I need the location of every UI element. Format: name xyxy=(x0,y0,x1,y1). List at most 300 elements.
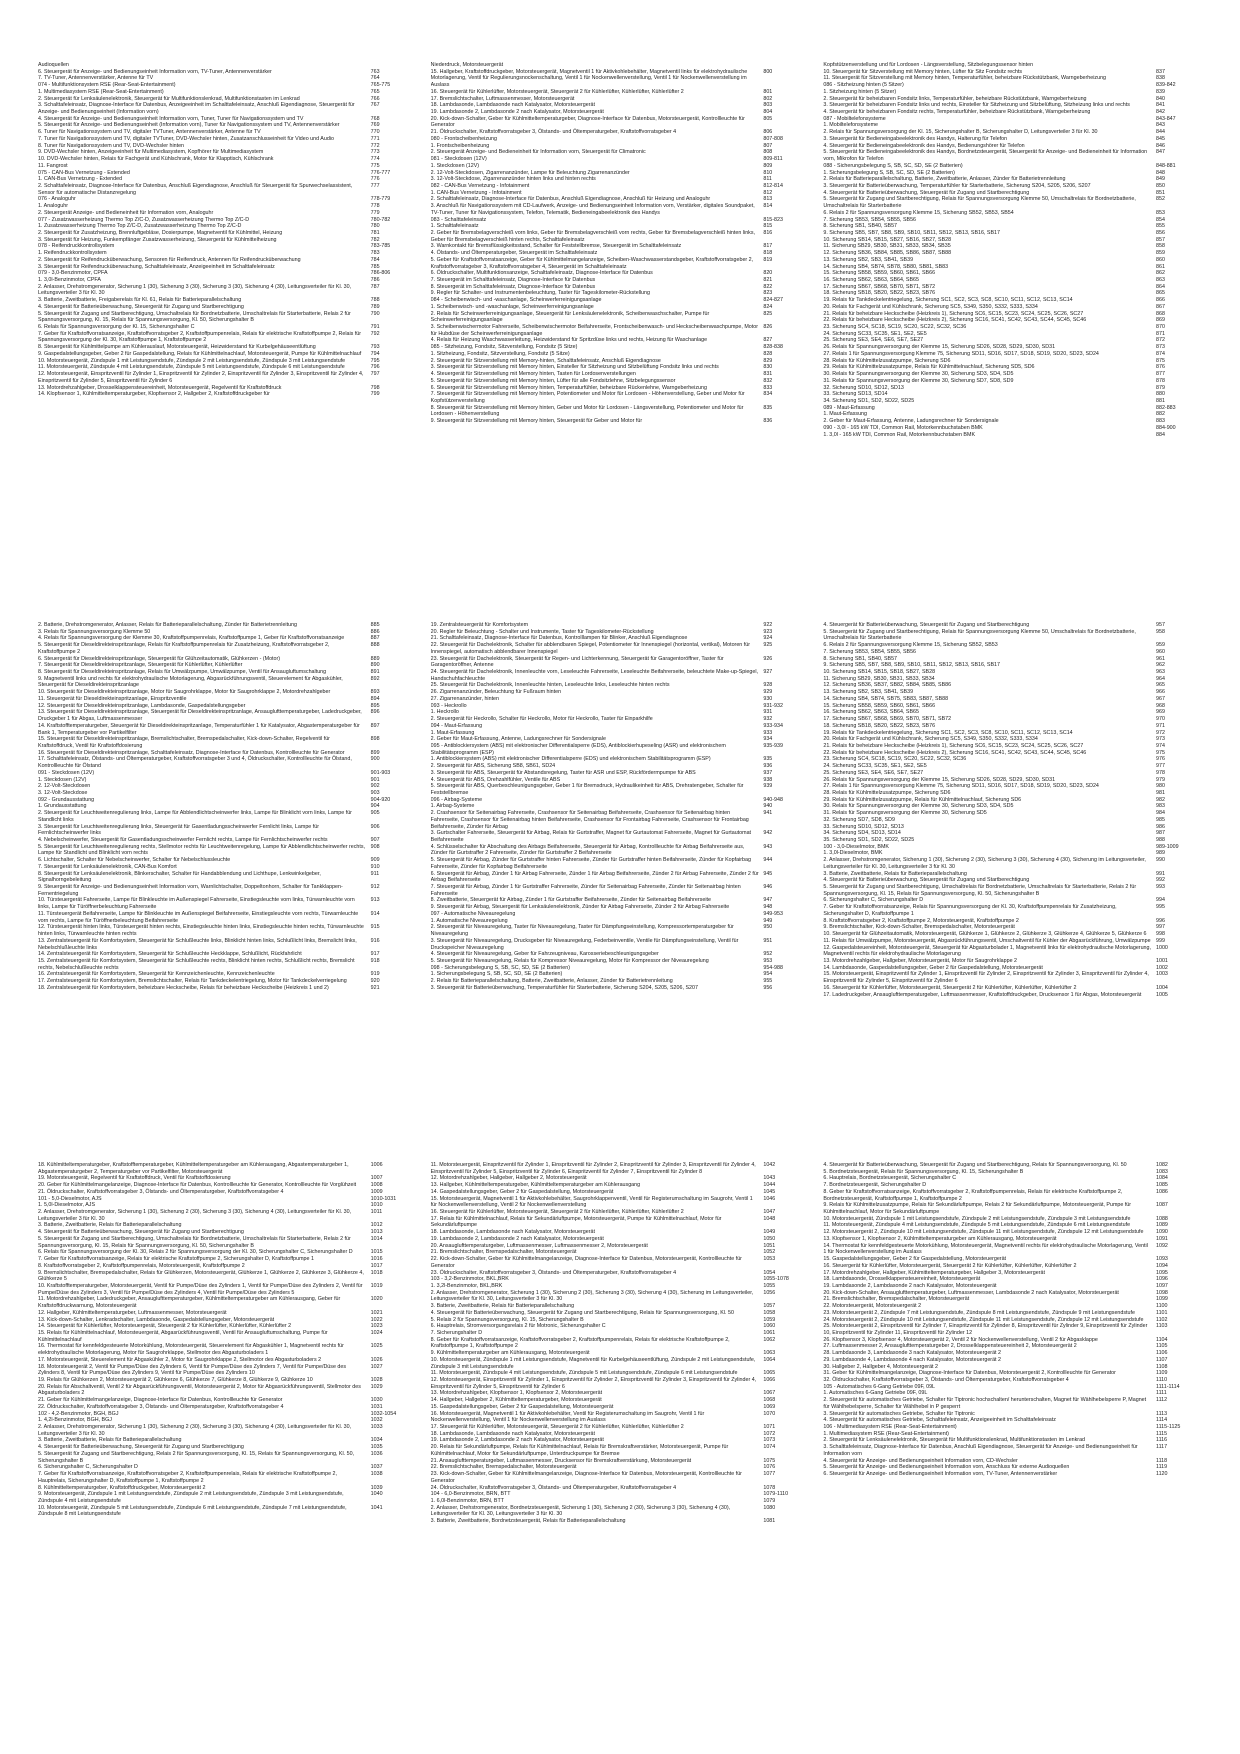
entry-text: 32. Öldruckschalter, Kraftstoffvorratsgeber 3, Ölstands- und Öltemperaturgeber, Kraftstoffvorratsgeber 4 xyxy=(823,1377,1069,1383)
entry-text: 5. Steuergerät für Zugang und Startberechtigung, Umschaltrelais für Bordnetzbatterie, Umschaltrelais für Starterbatterie, Relais 2 für Spannungsversorgung, Kl. 15, Relais für Spannungsversorgung, Kl. 50, Sicherungshalter B xyxy=(823,884,1137,897)
entry-text: 1. Airbag-Systeme xyxy=(430,803,475,810)
entry-text: 4. Steuergerät für Batterieüberwachung, Steuergerät für Zugang und Startberechtigung xyxy=(38,303,244,310)
index-entry xyxy=(823,884,1202,897)
entry-page: 986 xyxy=(1156,823,1165,830)
entry-page: 812-814 xyxy=(763,182,783,189)
entry-text: 1. Steckdosen (12V) xyxy=(38,776,87,783)
entry-page: 823 xyxy=(763,290,773,297)
index-entry xyxy=(38,324,417,331)
index-entry xyxy=(431,897,810,904)
entry-text: 8. Kraftstoffvorratsgeber 2, Kraftstoffpumpe 2, Motorsteuergerät, Kraftstoffpumpe 2 xyxy=(823,917,1019,924)
entry-text: 096 - Airbag-Systeme xyxy=(430,796,483,803)
entry-text: 2. Geber für Maut-Erfassung, Antenne, Ladungsrechner für Sondersignale xyxy=(430,736,606,743)
index-entry xyxy=(823,317,1202,324)
entry-page: 912 xyxy=(370,884,380,891)
entry-text: 9. Magnetventil links und rechts für elektrohydraulische Motorlagerung, Abgasrückführungsventil, Steuerelement für Abgaskühler, Steuergerät für Dieseldirekteinspritzanlage xyxy=(38,675,343,689)
entry-page: 799 xyxy=(370,391,380,398)
entry-text: Kopfstützenverstellung und für Lordosen - Längsverstellung, Sitzbelegungssensor hinten xyxy=(823,62,1034,68)
entry-text: 15. Relais für Kühlmittelnachlauf, Motorsteuergerät, Abgasrückführungsventil, Ventil für Ansaugluftumschaltung, Pumpe für Kühlmittelnachlauf xyxy=(38,1329,328,1343)
entry-text: 5. Bordnetzsteuergerät, Relais für Spannungsversorgung, Kl. 15, Sicherungshalter B xyxy=(823,1168,1024,1175)
index-entry xyxy=(38,1310,417,1317)
entry-page: 1016 xyxy=(370,1256,383,1263)
entry-text: 8. Geber für Kraftstoffvorratsanzeige, Kraftstoffvorratsgeber 2, Kraftstoffpumpenrelais, Relais für elektrische Kraftstoffpumpe 2, Bordnetzsteuergerät, Kraftstoffpumpe 1, Kraftstoffpumpe 2 xyxy=(823,1188,1123,1202)
entry-text: 18. Kühlmitteltemperaturgeber, Kraftstofftemperaturgeber, Kühlmitteltemperaturgeber am Kühlerausgang, Abgastemperaturgeber 1, Abgastemperaturgeber 2, Temperaturgeber vor Partikelfilter, Motorsteuergerät xyxy=(38,1162,349,1175)
index-entry xyxy=(38,689,417,696)
entry-page: 911 xyxy=(370,870,380,877)
index-entry xyxy=(431,351,810,358)
entry-text: 12. Türsteuergerät hinten links, Türsteuergerät hinten rechts, Einstiegsleuchte hinten links, Einstiegsleuchte hinten rechts, Türwarnleuchte hinten links, Türwarnleuchte hinten rechts xyxy=(38,924,364,938)
index-entry xyxy=(38,1377,417,1384)
index-entry xyxy=(823,790,1202,797)
entry-text: 1. 3,0l - 165 kW TDI, Common Rail, Motorkennbuchstaben BMK xyxy=(823,431,976,438)
entry-text: 19. Motorsteuergerät, Regelventil für Kraftstoffdruck, Ventil für Kraftstoffdosierung xyxy=(38,1175,231,1182)
entry-text: 28. Relais für Kühlmittelzusatzpumpe, Sicherung SD6 xyxy=(823,789,951,796)
entry-page: 900 xyxy=(370,756,380,763)
index-entry xyxy=(38,958,417,971)
entry-page: 785 xyxy=(370,263,380,270)
entry-page: 1051 xyxy=(763,1242,776,1249)
index-entry xyxy=(38,1417,417,1424)
entry-page: 776-777 xyxy=(370,169,391,176)
index-entry xyxy=(431,1209,810,1216)
entry-text: 2. Steuergerät Anzeige- und Bedieneinheit für Information vorn, Analoguhr xyxy=(38,209,214,216)
entry-page: 775 xyxy=(370,162,380,169)
index-entry xyxy=(431,803,810,810)
index-entry xyxy=(431,924,810,937)
entry-page: 806 xyxy=(763,129,773,136)
entry-page: 1019 xyxy=(370,1282,383,1289)
index-entry xyxy=(823,945,1202,958)
index-entry xyxy=(823,965,1202,972)
index-section-heading xyxy=(823,425,1202,432)
index-entry xyxy=(431,270,810,277)
index-entry xyxy=(431,170,810,177)
entry-page: 976 xyxy=(1156,756,1165,763)
entry-text: 081 - Steckdosen (12V) xyxy=(430,156,487,163)
entry-text: 15. Steuergerät für Dieseldirekteinspritzanlage, Bremslichtschalter, Bremspedalschalter, Kick-down-Schalter, Regelventil für Kraftstoffdruck, Ventil für Kraftstoffdosierung xyxy=(38,736,330,749)
index-entry xyxy=(431,1370,810,1377)
index-section-heading xyxy=(823,163,1202,170)
index-entry xyxy=(823,1444,1202,1457)
entry-page: 848 xyxy=(1156,169,1165,176)
entry-page: 892 xyxy=(370,675,380,682)
entry-text: 3. Batterie, Zweitbatterie, Bordnetzsteuergerät, Relais für Batterieparallelschaltung xyxy=(430,1518,626,1525)
entry-text: 21. Relais für beheizbare Heckscheibe (Heizkreis 1), Sicherung SC6, SC15, SC23, SC24, SC25, SC26, SC27 xyxy=(823,742,1084,749)
entry-page: 1114 xyxy=(1156,1417,1168,1424)
entry-page: 802 xyxy=(763,95,773,102)
entry-page: 848-881 xyxy=(1156,162,1176,169)
index-entry xyxy=(431,1498,810,1505)
entry-page: 1054 xyxy=(763,1269,776,1276)
entry-page: 906 xyxy=(370,823,380,830)
entry-page: 1066 xyxy=(763,1377,776,1383)
entry-page: 855 xyxy=(1156,223,1165,230)
entry-text: 23. Sicherung SC4, SC18, SC19, SC20, SC22, SC32, SC36 xyxy=(823,324,967,331)
entry-text: 1. Antiblockiersystem (ABS) mit elektronischer Differentialsperre (EDS) und elektronischem Stabilitätsprogramm (ESP) xyxy=(430,756,711,763)
entry-page: 988 xyxy=(1156,837,1165,843)
entry-page: 877 xyxy=(1156,371,1165,378)
entry-page: 774 xyxy=(370,156,380,163)
entry-page: 834 xyxy=(763,391,773,398)
index-entry xyxy=(38,1323,417,1330)
entry-text: 14. Thermostat für kennfeldgesteuerte Motorkühlung, Motorsteuergerät, Magnetventil rechts für elektrohydraulische Motorlagerung, Ventil 1 für Nockenwellenverstellung im Auslass xyxy=(823,1242,1148,1256)
entry-page: 1020 xyxy=(370,1296,383,1303)
entry-page: 1002 xyxy=(1156,964,1168,971)
entry-text: 4. Relais für Heizung Waschwasserleitung, Heizwiderstand für Spritzdüse links und rechts, Heizung für Waschanlage xyxy=(430,337,708,344)
entry-text: 9. Steuergerät für Airbag, Steuergerät für Lenksäulenelektronik, Zünder für Airbag Fahrerseite, Zünder 2 für Airbag Fahrerseite xyxy=(430,904,730,911)
entry-text: 6. Hauptrelais, Bordnetzsteuergerät, Sicherungshalter C xyxy=(823,1175,957,1182)
entry-text: 17. Motordrehzahlgeber, Hallgeber, Kühlmitteltemperaturgeber, Hallgeber 3, Motorsteuergerät xyxy=(823,1269,1045,1276)
index-entry xyxy=(823,992,1202,999)
entry-page: 1111 xyxy=(1156,1390,1167,1397)
entry-text: 19. Relais für Glühkerzen 2, Motorsteuergerät 2, Glühkerze 6, Glühkerze 7, Glühkerze 8, Glühkerze 9, Glühkerze 10 xyxy=(38,1377,313,1383)
entry-page: 910 xyxy=(370,863,380,870)
index-entry xyxy=(823,1162,1202,1169)
entry-page: 764 xyxy=(370,75,380,82)
entry-text: 11. Sicherung SB29, SB30, SB31, SB33, SB34, SB35 xyxy=(823,243,951,250)
entry-text: 2. Steuergerät für Niveauregelung, Taster für Niveauregelung, Taster für Dämpfungseinstellung, Kompressortemperaturgeber für Niveauregelung xyxy=(430,924,734,938)
entry-page: 791 xyxy=(370,324,380,331)
index-section-heading xyxy=(38,170,417,177)
entry-text: 1. 3,0l-Benzinmotor, CPFA xyxy=(38,277,101,283)
index-entry xyxy=(823,109,1202,116)
entry-text: 21. Ansauglufttemperaturgeber, Luftmassenmesser, Drucksensor für Bremskraftverstärkung, Motorsteuergerät xyxy=(430,1457,692,1464)
index-entry xyxy=(431,1464,810,1471)
index-entry xyxy=(823,770,1202,777)
entry-page: 1013 xyxy=(370,1229,383,1236)
index-entry xyxy=(431,985,810,992)
index-entry xyxy=(431,304,810,311)
entry-text: 23. Steuergerät für Dachelektronik, Steuergerät für Regen- und Lichterkennung, Steuergerät für Garagentoröffner, Taster für Garagentoröffner, Antenne xyxy=(430,655,724,669)
index-entry xyxy=(823,1464,1202,1471)
entry-text: 14. Klopfsensor 1, Kühlmitteltemperaturgeber, Klopfsensor 2, Hallgeber 2, Kraftstoffdruckgeber für xyxy=(38,391,270,398)
entry-text: 31. Geber für Kühlmittelmangelanzeige, Diagnose-Interface für Datenbus, Motorsteuergerät 2, Kontrollleuchte für Generator xyxy=(823,1370,1116,1377)
index-entry xyxy=(431,371,810,378)
entry-page: 773 xyxy=(370,149,380,156)
entry-page: 1007 xyxy=(370,1175,383,1182)
entry-page: 803 xyxy=(763,102,773,109)
entry-text: 19. Zentralsteuergerät für Komfortsystem xyxy=(430,622,529,628)
entry-page: 857 xyxy=(1156,236,1165,243)
index-entry xyxy=(431,96,810,103)
entry-text: 9. Kühlmitteltemperaturgeber am Kühlerausgang, Motorsteuergerät xyxy=(430,1350,590,1357)
entry-page: 984 xyxy=(1156,810,1165,817)
index-entry xyxy=(38,364,417,371)
entry-page: 858 xyxy=(1156,243,1165,250)
index-entry xyxy=(38,897,417,910)
entry-page: 867 xyxy=(1156,303,1165,310)
index-entry xyxy=(823,985,1202,992)
index-entry xyxy=(431,830,810,843)
entry-page: 1074 xyxy=(763,1444,776,1451)
entry-page: 946 xyxy=(763,884,773,891)
entry-text: 1. Sitzheizung, Fondsitz, Sitzverstellung, Fondsitz (5 Sitze) xyxy=(430,350,570,357)
entry-page: 1042 xyxy=(763,1162,776,1168)
entry-text: 20. Relais für Fachgerät und Kühlschrank, Sicherung SC5, S349, S350, S332, S333, S334 xyxy=(823,736,1038,743)
entry-text: 2. Steuergerät für automatisches Getriebe, Schalter für Tiptronic hochschalten/ herunterschalten, Magnet für Wählhebelsperre P, Magnet für Wählhebelsperre, Schalter für Wählhebel in P gesperrt xyxy=(823,1397,1147,1410)
entry-page: 897 xyxy=(370,722,380,729)
index-entry xyxy=(823,662,1202,669)
index-entry xyxy=(431,1424,810,1431)
index-entry xyxy=(823,217,1202,224)
index-entry xyxy=(431,358,810,365)
index-entry xyxy=(38,96,417,103)
index-entry xyxy=(823,432,1202,439)
entry-text: 1. Schalttafeleinsatz xyxy=(430,223,479,230)
index-entry xyxy=(823,1175,1202,1182)
entry-text: 29. Relais für Kühlmittelzusatzpumpe, Relais für Kühlmittelnachlauf, Sicherung SD5, SD6 xyxy=(823,364,1035,371)
index-entry xyxy=(431,1323,810,1330)
entry-page: 990 xyxy=(1156,857,1165,864)
entry-page: 1032-1054 xyxy=(370,1410,397,1417)
index-entry xyxy=(431,250,810,257)
entry-page: 797 xyxy=(370,371,380,378)
entry-text: 20. Relais für Fachgerät und Kühlschrank, Sicherung SC5, S349, S350, S332, S333, S334 xyxy=(823,303,1038,310)
entry-text: 24. Öldruckschalter, Kraftstoffvorratsgeber 3, Ölstands- und Öltemperaturgeber, Kraftstoffvorratsgeber 4 xyxy=(430,1484,677,1491)
entry-page: 880 xyxy=(1156,391,1165,398)
entry-text: 27. Luftmassenmesser 2, Ansauglufttemperaturgeber 2, Drosselklappensteuereinheit 2, Motorsteuergerät 2 xyxy=(823,1343,1077,1350)
index-entry xyxy=(823,1411,1202,1418)
entry-text: 3. Batterie, Zweitbatterie, Freigaberelais für Kl. 61, Relais für Batterieparallelschaltung xyxy=(38,297,242,304)
entry-page: 881 xyxy=(1156,397,1165,404)
entry-page: 852 xyxy=(1156,196,1165,203)
entry-text: 6. Hauptrelais, Stromversorgungsrelais 2 für Motronic, Sicherungshalter C xyxy=(430,1323,606,1330)
index-entry xyxy=(431,871,810,884)
entry-text: 5. Steuergerät für Bedieneingabeelektronik des Handys, Bordnetzsteuergerät, Steuergerät für Anzeige- und Bedieneinheit für Information vorn, Mikrofon für Telefon xyxy=(823,149,1148,163)
entry-text: 2. Steuergerät für Leuchtweitenregulierung links, Lampe für Abblendlichtscheinwerfer links, Lampe für Blinklicht vorn links, Lampe für Standlicht links xyxy=(38,810,352,823)
entry-text: 5. Steuergerät für Dieseldirekteinspritzanlage, Relais für Kraftstoffpumpenrelais für Zusatzheizung, Kraftstoffvorratsgeber 2, Kraftstoffpumpe 2 xyxy=(38,642,330,655)
entry-text: 1. Maut-Erfassung xyxy=(823,411,868,418)
index-entry xyxy=(823,378,1202,385)
entry-text: 10. Kraftstofftemperaturgeber, Motorsteuergerät, Ventil für Pumpe/Düse des Zylinders 1, Ventil für Pumpe/Düse des Zylinders 2, Ventil für Pumpe/Düse des Zylinders 3, Ventil für Pumpe/Düse des Zylinders 4, Ventil für Pumpe/Düse des Zylinders 5 xyxy=(38,1282,363,1296)
entry-page: 963 xyxy=(1156,669,1165,676)
entry-page: 811 xyxy=(763,176,772,183)
entry-text: 3. Batterie, Zweitbatterie, Relais für Batterieparallelschaltung xyxy=(430,1303,575,1310)
index-entry xyxy=(823,1216,1202,1223)
entry-page: 1033 xyxy=(370,1424,383,1431)
entry-page: 899 xyxy=(370,749,380,756)
entry-text: 10. Sicherung SB14, SB15, SB27, SB16, SB27, SB28 xyxy=(823,236,952,243)
entry-text: 6. Steuergerät für Sitzverstellung mit Memory hinten, Temperaturfühler, beheizbare Rückenlehne, Warngeberheizung xyxy=(430,384,707,391)
entry-page: 919 xyxy=(370,971,380,978)
entry-page: 947 xyxy=(763,897,773,904)
entry-text: 10. Motorsteuergerät, Zündspule 5 mit Leistungsendstufe, Zündspule 6 mit Leistungsendstufe, Zündspule 7 mit Leistungsendstufe, Zündspule 8 mit Leistungsendstufe xyxy=(38,1504,347,1518)
index-entry xyxy=(823,629,1202,642)
entry-text: 20. Kick-down-Schalter, Ansauglufttemperaturgeber, Luftmassenmesser, Lambdasonde 2 nach Katalysator, Motorsteuergerät xyxy=(823,1289,1119,1296)
entry-text: 2. Relais für Spannungsversorgung der Kl. 15, Sicherungshalter B, Sicherungshalter D, Leitungsverteiler 3 für Kl. 30 xyxy=(823,129,1098,136)
entry-page: 1044 xyxy=(763,1182,776,1189)
entry-text: 14. Gaspedalstellungsgeber, Geber 2 für Gaspedalstellung, Motorsteuergerät xyxy=(430,1188,614,1195)
index-entry xyxy=(431,1317,810,1324)
entry-text: 24. Motorsteuergerät 2, Zündspule 10 mit Leistungsendstufe, Zündspule 11 mit Leistungsendstufe, Zündspule 12 mit Leistungsendstufe xyxy=(823,1316,1144,1323)
index-entry xyxy=(38,736,417,749)
index-entry xyxy=(823,176,1202,183)
index-entry xyxy=(38,723,417,736)
index-entry xyxy=(38,297,417,304)
entry-page: 1060 xyxy=(763,1323,776,1330)
entry-page: 778 xyxy=(370,203,380,210)
entry-page: 765 xyxy=(370,88,380,95)
entry-page: 884 xyxy=(1156,431,1165,438)
entry-text: 2. Steuergerät für Sitzverstellung mit Memory-hinten, Schalttafeleinsatz, Anschluß Eigendiagnose xyxy=(430,357,661,364)
entry-page: 815-823 xyxy=(763,216,783,223)
entry-page: 938 xyxy=(763,776,773,783)
index-entry xyxy=(823,183,1202,190)
entry-page: 962 xyxy=(1156,662,1165,669)
index-entry xyxy=(823,411,1202,418)
index-entry xyxy=(431,763,810,770)
entry-page: 1081 xyxy=(763,1518,776,1525)
index-entry xyxy=(431,884,810,897)
index-entry xyxy=(431,230,810,243)
entry-page: 982 xyxy=(1156,796,1165,803)
index-entry xyxy=(823,1222,1202,1229)
entry-page: 1039 xyxy=(370,1484,383,1491)
entry-page: 786-806 xyxy=(370,270,391,277)
entry-page: 886 xyxy=(370,628,380,635)
index-entry xyxy=(431,777,810,784)
index-entry xyxy=(823,257,1202,264)
index-entry xyxy=(431,391,810,404)
entry-text: 3. Steuergerät für Heizung, Funkempfänger Zusatzwasserheizung, Steuergerät für Kühlmittelheizung xyxy=(38,236,277,243)
entry-text: 086 - Sitzheizung hinten (5 Sitzer) xyxy=(823,82,904,89)
entry-page: 838 xyxy=(1156,75,1165,82)
index-entry xyxy=(431,783,810,796)
entry-page: 1083 xyxy=(1156,1168,1168,1175)
entry-text: 13. Klopfsensor 1, Klopfsensor 2, Kühlmitteltemperaturgeber am Kühlerausgang, Motorsteuergerät xyxy=(823,1235,1057,1242)
index-entry xyxy=(823,62,1202,69)
index-entry xyxy=(823,924,1202,931)
entry-page: 783 xyxy=(370,250,380,257)
entry-page: 998 xyxy=(1156,931,1165,938)
entry-text: 1. Sicherungsbelegung S, SB, SC, SD, SE (2 Batterien) xyxy=(430,971,563,978)
index-entry xyxy=(38,884,417,897)
entry-text: 3. Steuergerät für ABS, Steuergerät für Abstandsregelung, Taster für ASR und ESP, Rückfördermpumpe für ABS xyxy=(430,769,696,776)
index-entry xyxy=(823,669,1202,676)
index-entry xyxy=(823,250,1202,257)
entry-text: 2. Schalttafeleinsatz, Diagnose-Interface für Datenbus, Anschluß Eigendiagnose, Anschluß für Steuergerät für Spurwechselassistent, Sensor für automatische Distanzregelung xyxy=(38,182,353,196)
entry-page: 798 xyxy=(370,384,380,391)
index-entry xyxy=(823,1169,1202,1176)
entry-page: 1043 xyxy=(763,1175,776,1182)
index-entry xyxy=(823,371,1202,378)
entry-page: 888 xyxy=(370,642,380,649)
entry-page: 819 xyxy=(763,256,773,263)
entry-page: 1045 xyxy=(763,1188,776,1195)
entry-page: 1059 xyxy=(763,1316,776,1323)
index-entry xyxy=(823,1310,1202,1317)
index-entry xyxy=(431,1518,810,1525)
entry-text: 19. Relais für Tankdeckelentriegelung, Sicherung SC1, SC2, SC3, SC8, SC10, SC11, SC12, SC13, SC14 xyxy=(823,729,1073,736)
entry-page: 896 xyxy=(370,709,380,716)
entry-text: 11. Motordrehzahlgeber, Ladedruckgeber, Ansauglufttemperaturgeber, Kühlmitteltemperaturgeber am Kühlerausgang, Geber für Kraftstoffdruckwarnung, Motorsteuergerät xyxy=(38,1296,341,1310)
entry-text: 11. Relais für Umwälzpumpe, Motorsteuergerät, Abgasrückführungsventil, Umschaltventil für Kühler der Abgasrückführung, Umwälzpumpe xyxy=(823,937,1151,944)
entry-page: 873 xyxy=(1156,344,1165,351)
index-entry xyxy=(38,176,417,183)
index-entry xyxy=(38,1384,417,1397)
entry-page: 796 xyxy=(370,364,380,371)
entry-page: 812 xyxy=(763,189,773,196)
entry-page: 1021 xyxy=(370,1309,383,1316)
entry-text: 106 - Multimediasystem RSE (Rear-Seat-Entertainment) xyxy=(823,1424,957,1431)
index-entry xyxy=(431,1357,810,1370)
index-entry xyxy=(38,344,417,351)
entry-text: 8. Steuergerät für Sitzverstellung mit Memory hinten, Geber und Motor für Lordosen - Längsverstellung, Potentiometer und Motor für Lordosen - Höhenverstellung xyxy=(430,404,744,418)
index-entry xyxy=(38,163,417,170)
index-entry xyxy=(823,1296,1202,1303)
entry-page: 939 xyxy=(763,783,773,790)
entry-text: 7. Steuergerät für Airbag, Zünder 1 für Gurtstraffer Fahrerseite, Zünder für Seitenairbag Fahrerseite, Zünder für Seitenairbag hinten Fahrerseite xyxy=(430,884,741,897)
index-section-heading xyxy=(431,797,810,804)
index-entry xyxy=(38,703,417,710)
entry-page: 765-775 xyxy=(370,82,391,89)
entry-text: 074 - Multifunktionsystem RSE (Rear-Seat-Entertainment) xyxy=(38,82,176,89)
entry-page: 1030 xyxy=(370,1397,383,1404)
entry-page: 889 xyxy=(370,655,380,662)
entry-page: 1117 xyxy=(1156,1444,1168,1451)
entry-page: 1088 xyxy=(1156,1215,1168,1222)
entry-text: 16. Steuergerät für Kühlerlüfter, Motorsteuergerät, Steuergerät 2 für Kühlerlüfter, Kühlerlüfter, Kühlerlüfter 2 xyxy=(823,1262,1077,1269)
index-section-heading xyxy=(431,1276,810,1283)
entry-text: 3. Steuergerät für Niveauregelung, Drucksgeber für Niveauregelung, Federbeinventile, Ventile für Dämpfungseinstellung, Ventil für Druckspeicher Niveauregelung xyxy=(430,937,739,951)
index-entry xyxy=(823,763,1202,770)
index-entry xyxy=(823,1343,1202,1350)
index-entry xyxy=(38,777,417,784)
index-entry xyxy=(823,1397,1202,1410)
entry-text: 11. Motorsteuergerät, Zündspule 4 mit Leistungsendstufe, Zündspule 5 mit Leistungsendstufe, Zündspule 6 mit Leistungsendstufe xyxy=(430,1370,738,1377)
entry-page: 1010-1031 xyxy=(370,1195,397,1202)
entry-text: 5. Steuergerät für Anzeige- und Bedienungseinheit Information vorn, Anschluss für externe Audioquellen xyxy=(823,1464,1070,1471)
entry-text: 2. Steuergerät Anzeige- und Bedieneinheit für Information vorn, Steuergerät für Climatronic xyxy=(430,149,646,156)
index-entry xyxy=(431,418,810,425)
entry-page: 865 xyxy=(1156,290,1165,297)
index-entry xyxy=(431,629,810,636)
index-entry xyxy=(823,1317,1202,1324)
entry-page: 1003 xyxy=(1156,971,1168,978)
entry-page: 967 xyxy=(1156,695,1165,702)
entry-page: 902 xyxy=(370,783,380,790)
entry-text: 2. Geber für Bremsbelagverschleiß vorn links, Geber für Bremsbelagverschleiß vorn rechts, Geber für Bremsbelagverschleiß hinten links, Geber für Bremsbelagverschleiß hinten rechts, Schalttafeleinsatz xyxy=(430,229,755,243)
entry-page: 954 xyxy=(763,971,773,978)
index-section-heading xyxy=(431,1491,810,1498)
entry-text: Niederdruck, Motorsteuergerät xyxy=(430,62,504,68)
index-entry xyxy=(823,1323,1202,1336)
entry-text: 3. Relais für Spannungsversorgung Klemme 50 xyxy=(38,628,151,635)
entry-text: 21. Bremslichtschalter, Bremspedalschalter, Motorsteuergerät xyxy=(430,1249,577,1256)
index-section-heading xyxy=(38,770,417,777)
index-entry xyxy=(823,1256,1202,1263)
index-entry xyxy=(823,69,1202,76)
entry-page: 971 xyxy=(1156,722,1165,729)
entry-page: 861 xyxy=(1156,263,1165,270)
index-entry xyxy=(431,756,810,763)
index-entry xyxy=(823,971,1202,984)
entry-text: 082 - CAN-Bus Vernetzung - Infotainment xyxy=(430,182,530,189)
index-entry xyxy=(431,978,810,985)
entry-text: 4. Steuergerät für Batterieüberwachung, Steuergerät für Zugang und Startberechtigung xyxy=(38,1444,244,1451)
entry-text: 9. Sicherung SB5, SB7, SB8, SB9, SB10, SB11, SB12, SB13, SB16, SB17 xyxy=(823,229,1000,236)
entry-text: 077 - Zusatzwasserheizung Thermo Top Z/C-D, Zusatzwasserheizung Thermo Top Z/C-D xyxy=(38,216,250,223)
index-entry xyxy=(823,1377,1202,1384)
entry-page: 1090 xyxy=(1156,1229,1168,1236)
entry-text: 6. Relais 2 für Spannungsversorgung Klemme 15, Sicherung SB52, SB53 xyxy=(823,642,998,649)
index-band-3 xyxy=(38,1162,1202,1742)
index-entry xyxy=(823,1243,1202,1256)
entry-text: 22. Relais für beheizbare Heckscheibe (Heizkreis 2), Sicherung SC16, SC41, SC42, SC43, SC44, SC45, SC46 xyxy=(823,317,1087,324)
index-entry xyxy=(431,1162,810,1175)
entry-page: 842 xyxy=(1156,109,1165,116)
entry-text: 17. Steuergerät für Kühlerlüfter, Motorsteuergerät, Steuergerät 2 für Kühlerlüfter, Kühlerlüfter, Kühlerlüfter 2 xyxy=(430,1424,684,1431)
